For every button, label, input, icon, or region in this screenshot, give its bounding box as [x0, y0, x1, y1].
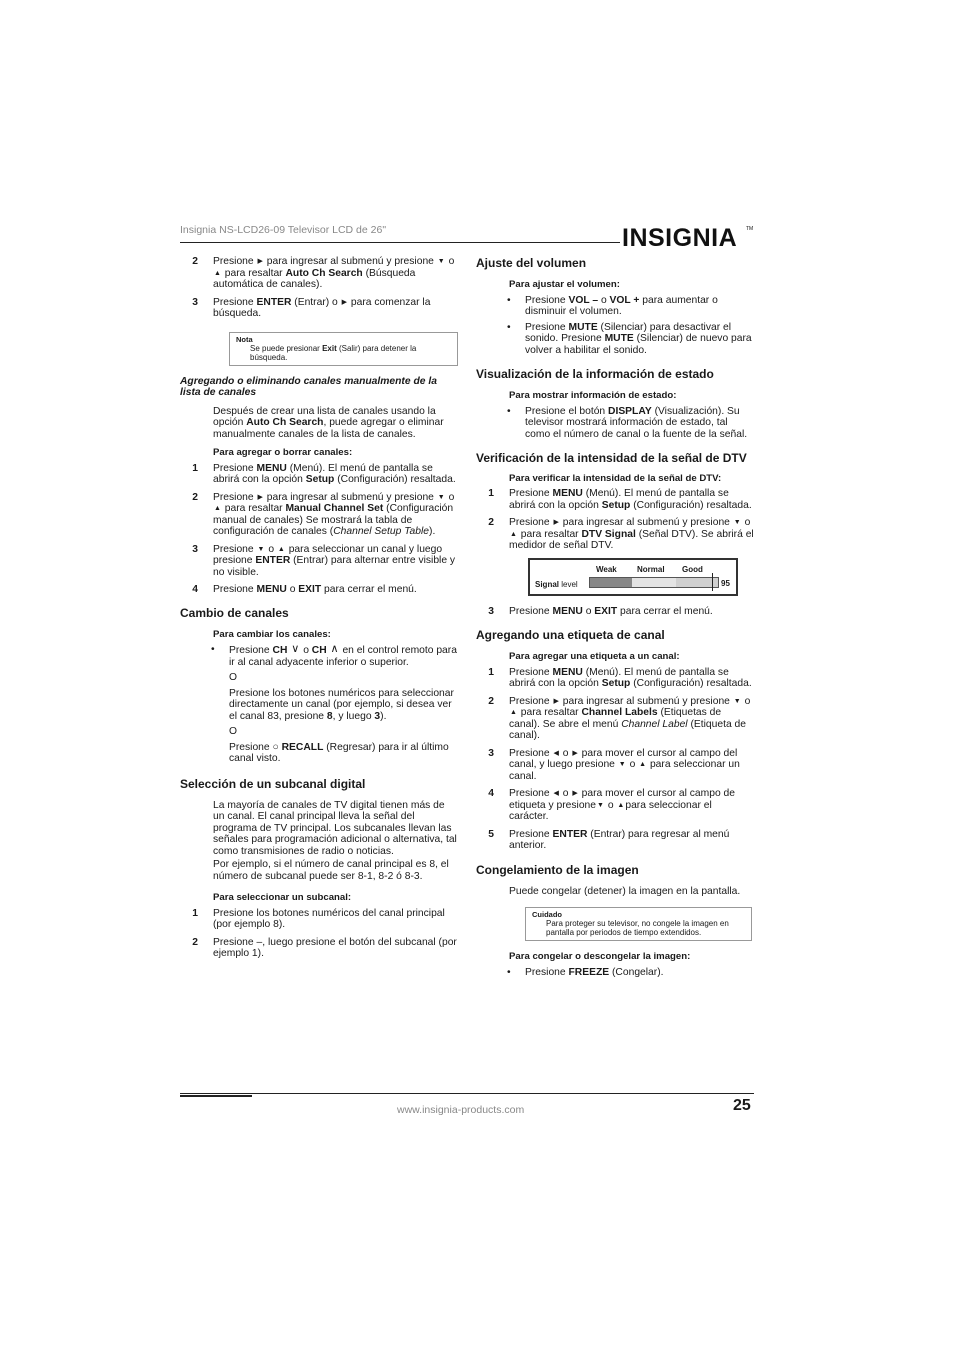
step-3-search: 3 Presione ENTER (Entrar) o ▶ para comenzar la búsqueda. — [192, 296, 431, 319]
heading-channel-label: Agregando una etiqueta de canal — [476, 628, 665, 642]
change-bullet: • Presione CH ∨ o CH ∧ en el control remoto para ir al canal adyacente inferior o superior. — [211, 643, 457, 668]
right-arrow-icon: ▶ — [341, 298, 348, 306]
heading-add-remove-channels: Agregando o eliminando canales manualmente de la lista de canales — [180, 375, 437, 398]
volume-bullet-1: • Presione VOL – o VOL + para aumentar o disminuir el volumen. — [507, 294, 718, 317]
footer-rule-accent — [180, 1095, 252, 1097]
down-arrow-icon: ▼ — [597, 801, 604, 809]
caution-box — [525, 907, 752, 941]
add-step-4: 4 Presione MENU o EXIT para cerrar el menú. — [192, 584, 417, 595]
subheading-signal: Para verificar la intensidad de la señal de DTV: — [509, 473, 722, 484]
subchannel-paragraph-1: La mayoría de canales de TV digital tienen más de un canal. El canal principal lleva la señal del programa de TV principal. Los subcanales llevan las señales para programación adicional o alternativa, tal como transmisiones de radio o noticias. — [213, 799, 457, 857]
heading-change-channels: Cambio de canales — [180, 605, 289, 620]
page-number: 25 — [733, 1097, 751, 1114]
subheading-add-delete: Para agregar o borrar canales: — [213, 447, 353, 458]
ch-up-icon: ∧ — [330, 643, 339, 655]
add-step-2: 2 Presione ▶ para ingresar al submenú y presione ▼ o ▲ para resaltar Manual Channel Set (Configuración manual de canales) Se mostrará la tabla de configuración de canales (Channel Setup Table). — [192, 491, 455, 537]
meter-weak-label: Weak — [596, 564, 617, 574]
label-step-3: 3 Presione ◀ o ▶ para mover el cursor al campo del canal, y luego presione ▼ o ▲ para seleccionar un canal. — [488, 747, 740, 782]
subheading-change: Para cambiar los canales: — [213, 628, 331, 640]
down-arrow-icon: ▼ — [733, 697, 741, 705]
change-numeric-text: Presione los botones numéricos para seleccionar directamente un canal (por ejemplo, si desea ver el canal 83, presione 8, y luego 3). — [229, 687, 454, 722]
ch-down-icon: ∨ — [291, 643, 300, 655]
right-arrow-icon: ▶ — [572, 749, 578, 757]
freeze-paragraph: Puede congelar (detener) la imagen en la pantalla. — [509, 885, 741, 897]
footer-url: www.insignia-products.com — [397, 1104, 525, 1116]
heading-volume: Ajuste del volumen — [476, 256, 587, 270]
logo-tm: TM — [746, 226, 754, 232]
up-arrow-icon: ▲ — [510, 530, 517, 538]
signal-meter — [528, 558, 738, 596]
up-arrow-icon: ▲ — [510, 709, 517, 716]
meter-normal-zone — [632, 578, 676, 587]
subchannel-step-1: 1 Presione los botones numéricos del canal principal (por ejemplo 8). — [192, 907, 445, 930]
signal-step-3: 3 Presione MENU o EXIT para cerrar el menú. — [488, 605, 713, 617]
header-rule — [180, 242, 620, 243]
note-box — [229, 332, 458, 366]
volume-bullet-2: • Presione MUTE (Silenciar) para desactivar el sonido. Presione MUTE (Silenciar) de nuevo para volver a habilitar el sonido. — [507, 321, 752, 356]
up-arrow-icon: ▲ — [617, 801, 625, 809]
meter-good-label: Good — [682, 564, 703, 574]
change-recall-text: Presione ○ RECALL (Regresar) para ir al último canal visto. — [229, 741, 449, 764]
header-title: Insignia NS-LCD26-09 Televisor LCD de 26" — [180, 224, 387, 236]
meter-bar — [589, 577, 719, 588]
right-arrow-icon: ▶ — [257, 258, 263, 265]
meter-normal-label: Normal — [637, 564, 665, 574]
meter-signal-label: Signal level — [535, 579, 578, 589]
subheading-volume: Para ajustar el volumen: — [509, 279, 620, 290]
logo-text: INSIGNIA — [622, 224, 738, 252]
subchannel-step-2: 2 Presione –, luego presione el botón del subcanal (por ejemplo 1). — [192, 936, 457, 959]
insignia-logo — [622, 218, 752, 258]
label-step-5: 5 Presione ENTER (Entrar) para regresar al menú anterior. — [488, 828, 730, 851]
freeze-bullet: • Presione FREEZE (Congelar). — [507, 966, 664, 978]
left-column — [180, 256, 458, 966]
step-2-search: 2 Presione ▶ para ingresar al submenú y presione ▼ o ▲ para resaltar Auto Ch Search (Búsqueda automática de canales). — [192, 256, 455, 290]
signal-step-2: 2 Presione ▶ para ingresar al submenú y presione ▼ o ▲ para resaltar DTV Signal (Señal DTV). Se abrirá el medidor de señal DTV. — [488, 517, 754, 551]
right-arrow-icon: ▶ — [572, 790, 578, 797]
recall-icon: ○ — [272, 741, 279, 753]
note-text: Se puede presionar Exit (Salir) para detener la búsqueda. — [250, 343, 417, 362]
status-bullet: • Presione el botón DISPLAY (Visualización). Su televisor mostrará información de estado, tal como el número de canal o la fuente de la señal. — [507, 405, 748, 440]
heading-freeze: Congelamiento de la imagen — [476, 862, 639, 877]
left-arrow-icon: ◀ — [553, 790, 559, 797]
heading-status: Visualización de la información de estado — [476, 367, 714, 381]
up-arrow-icon: ▲ — [214, 505, 221, 512]
or-text-2: O — [229, 726, 238, 737]
right-column — [476, 256, 754, 982]
down-arrow-icon: ▼ — [437, 258, 445, 265]
subheading-freeze: Para congelar o descongelar la imagen: — [509, 951, 691, 962]
caution-text: Para proteger su televisor, no congele la imagen en pantalla por periodos de tiempo extendidos. — [546, 919, 729, 937]
heading-subchannel: Selección de un subcanal digital — [180, 776, 366, 791]
right-arrow-icon: ▶ — [553, 697, 559, 705]
label-step-1: 1 Presione MENU (Menú). El menú de pantalla se abrirá con la opción Setup (Configuración) resaltada. — [488, 666, 752, 689]
subheading-subchannel: Para seleccionar un subcanal: — [213, 892, 352, 903]
subheading-label: Para agregar una etiqueta a un canal: — [509, 651, 680, 662]
meter-value: 95 — [721, 578, 730, 588]
paragraph-add-intro: Después de crear una lista de canales usando la opción Auto Ch Search, puede agregar o eliminar manualmente canales de la lista de canales. — [213, 405, 444, 440]
up-arrow-icon: ▲ — [639, 761, 647, 768]
meter-needle — [712, 573, 713, 591]
down-arrow-icon: ▼ — [733, 519, 741, 526]
right-arrow-icon: ▶ — [553, 519, 559, 526]
up-arrow-icon: ▲ — [214, 269, 221, 277]
note-title: Nota — [236, 334, 253, 344]
label-step-2: 2 Presione ▶ para ingresar al submenú y presione ▼ o ▲ para resaltar Channel Labels (Etiquetas de canal). Se abre el menú Channel Label (Etiqueta de canal). — [488, 695, 751, 741]
down-arrow-icon: ▼ — [618, 761, 626, 768]
subchannel-paragraph-2: Por ejemplo, si el número de canal principal es 8, el número de subcanal puede ser 8-1, 8-2 ó 8-3. — [213, 859, 449, 882]
left-arrow-icon: ◀ — [553, 749, 559, 757]
caution-title: Cuidado — [532, 910, 562, 919]
add-step-1: 1 Presione MENU (Menú). El menú de pantalla se abrirá con la opción Setup (Configuración) resaltada. — [192, 462, 456, 485]
label-step-4: 4 Presione ◀ o ▶ para mover el cursor al campo de etiqueta y presione▼ o ▲para seleccionar el carácter. — [488, 788, 735, 822]
down-arrow-icon: ▼ — [437, 493, 445, 501]
up-arrow-icon: ▲ — [277, 545, 285, 553]
or-text-1: O — [229, 672, 238, 683]
right-arrow-icon: ▶ — [257, 493, 263, 501]
subheading-status: Para mostrar información de estado: — [509, 390, 677, 401]
meter-weak-zone — [590, 578, 632, 587]
heading-signal: Verificación de la intensidad de la señal de DTV — [476, 451, 747, 465]
footer-rule — [180, 1093, 754, 1094]
signal-step-1: 1 Presione MENU (Menú). El menú de pantalla se abrirá con la opción Setup (Configuración) resaltada. — [488, 488, 752, 511]
add-step-3: 3 Presione ▼ o ▲ para seleccionar un canal y luego presione ENTER (Entrar) para alternar entre visible y no visible. — [192, 543, 456, 578]
down-arrow-icon: ▼ — [257, 545, 265, 553]
